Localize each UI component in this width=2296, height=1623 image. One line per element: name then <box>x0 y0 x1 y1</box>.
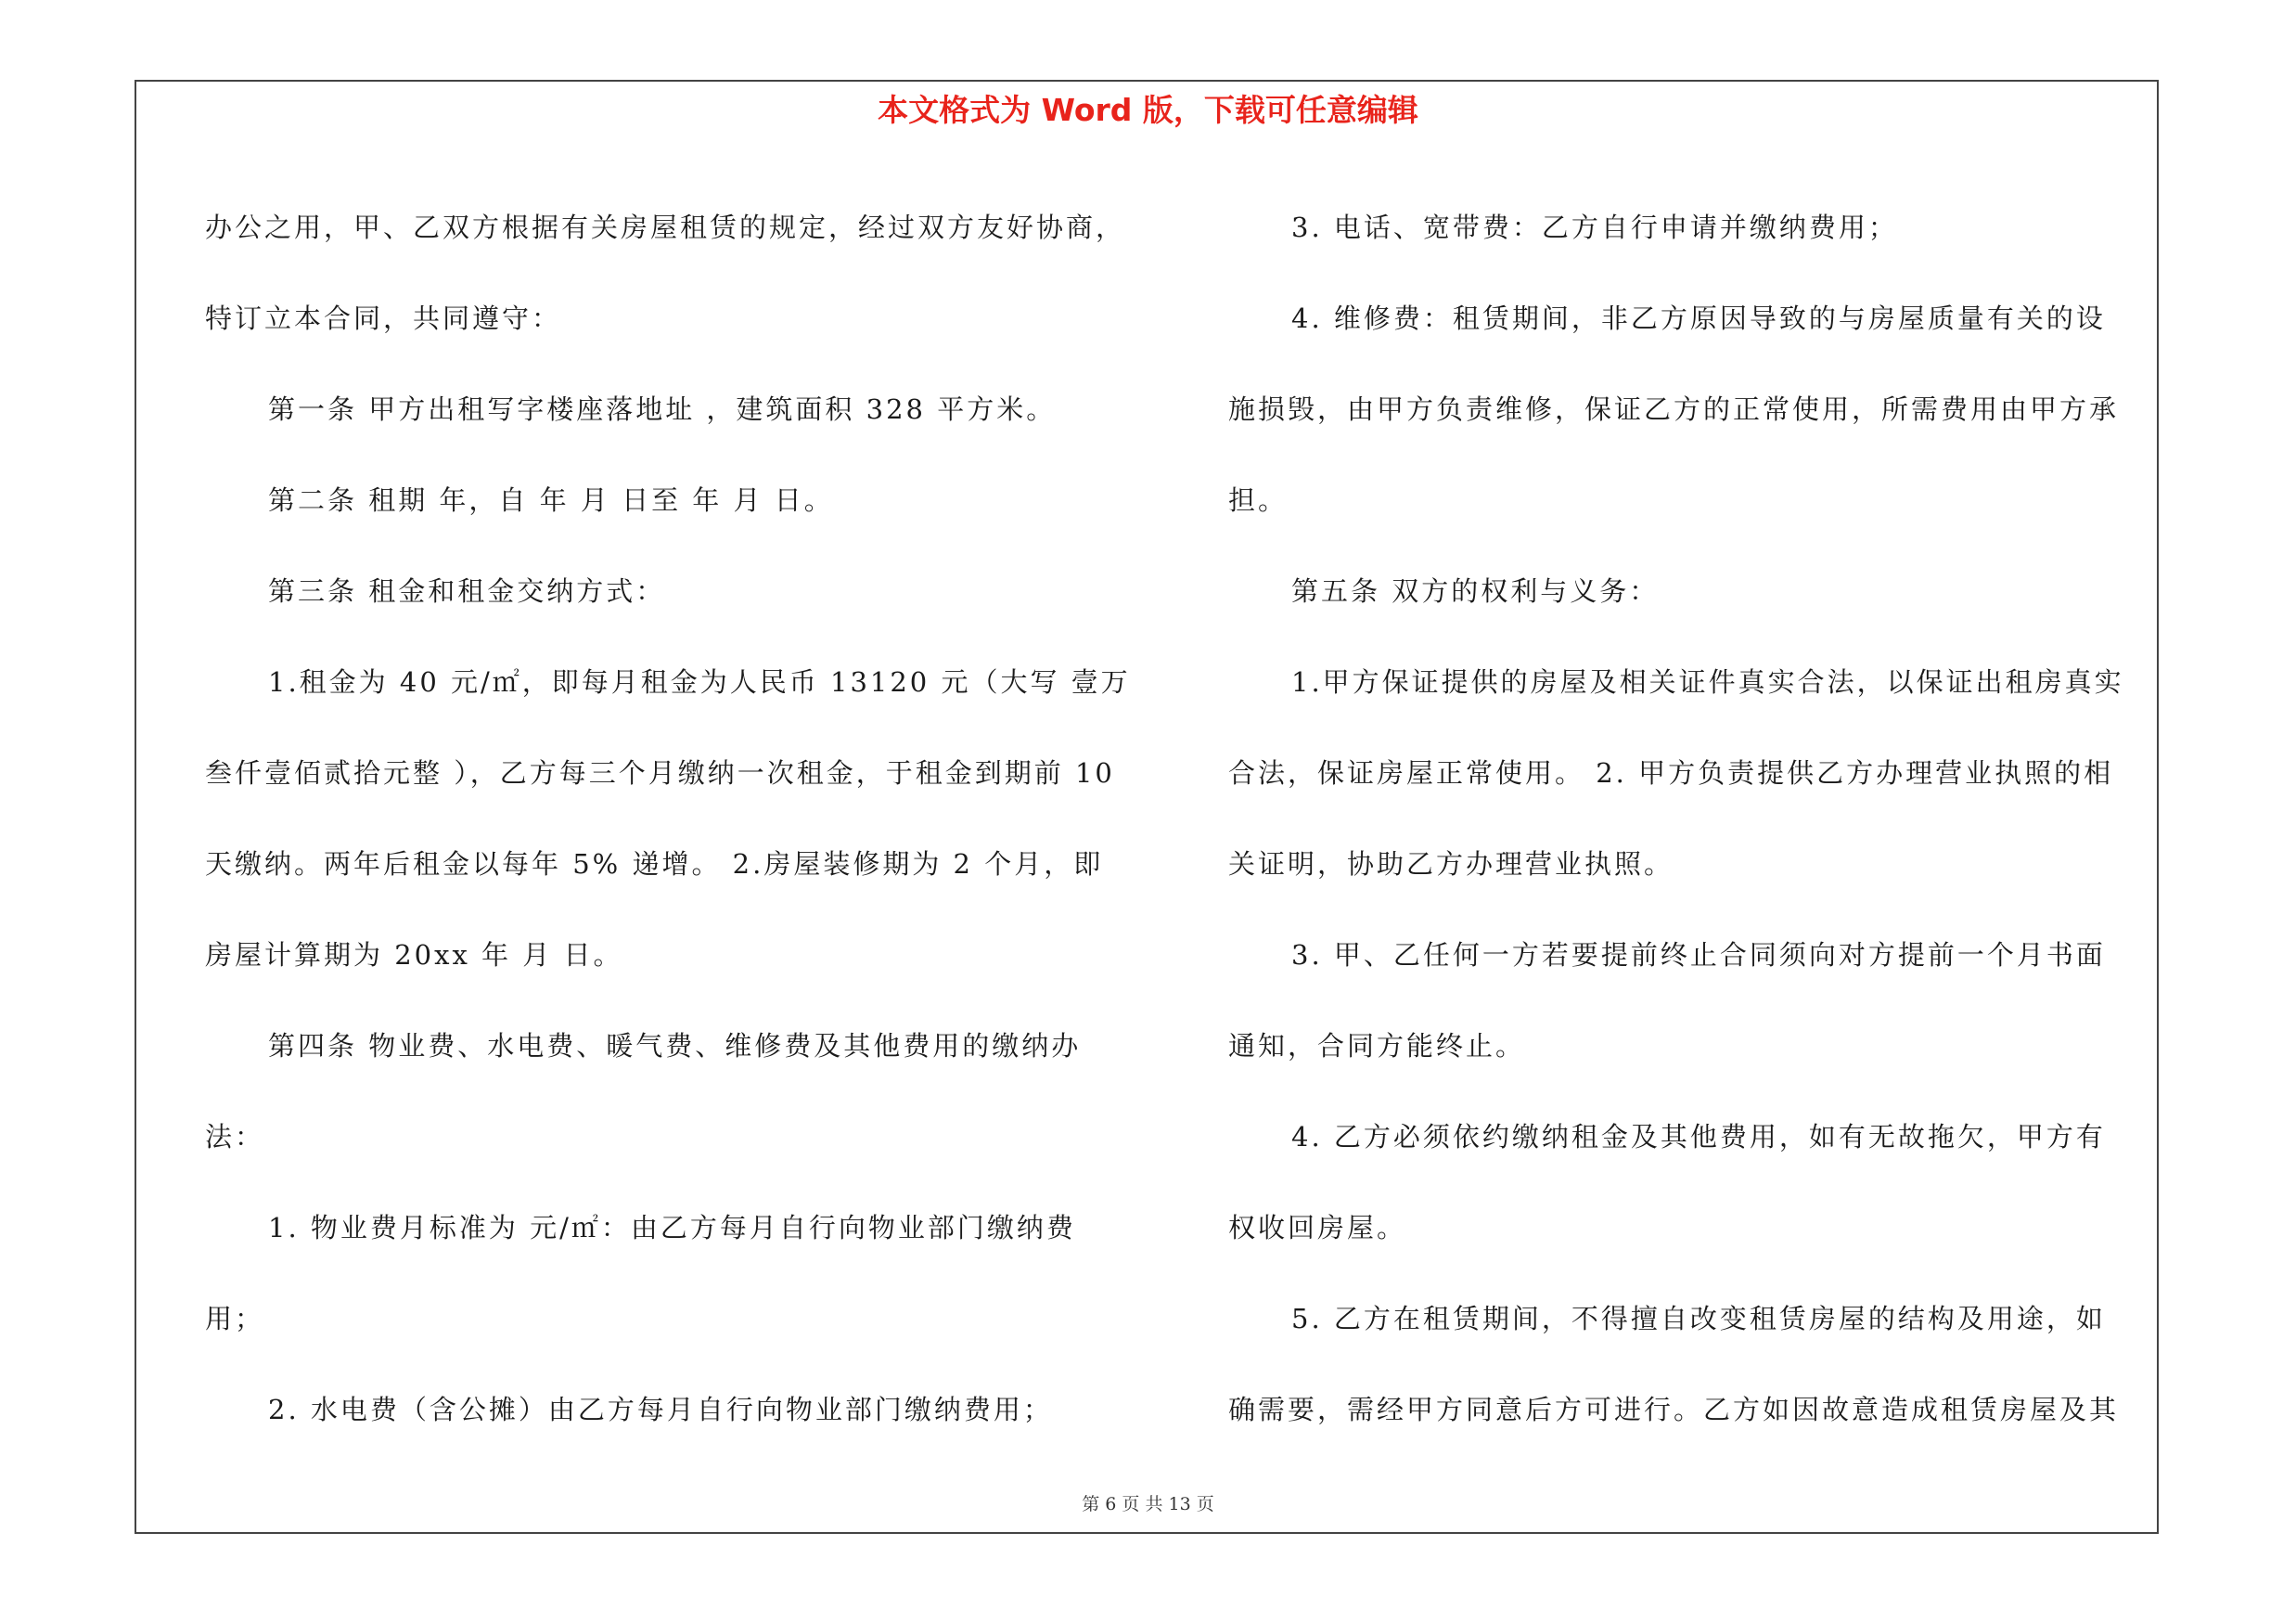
text-line: 第四条 物业费、水电费、暖气费、维修费及其他费用的缴纳办 <box>268 1030 1082 1062</box>
text-line: 法： <box>205 1121 265 1153</box>
text-line: 3. 电话、宽带费：乙方自行申请并缴纳费用； <box>1291 212 1898 243</box>
page-number-footer: 第 6 页 共 13 页 <box>1082 1494 1214 1514</box>
text-line: 施损毁，由甲方负责维修，保证乙方的正常使用，所需费用由甲方承 <box>1228 393 2120 425</box>
format-notice-banner: 本文格式为 Word 版，下载可任意编辑 <box>878 92 1418 128</box>
text-line: 5. 乙方在租赁期间，不得擅自改变租赁房屋的结构及用途，如 <box>1291 1303 2106 1334</box>
text-line: 担。 <box>1228 484 1289 516</box>
text-line: 4. 乙方必须依约缴纳租金及其他费用，如有无故拖欠，甲方有 <box>1291 1121 2106 1153</box>
text-line: 第五条 双方的权利与义务： <box>1291 575 1660 607</box>
text-line: 通知，合同方能终止。 <box>1228 1030 1526 1062</box>
text-line: 3. 甲、乙任何一方若要提前终止合同须向对方提前一个月书面 <box>1291 939 2106 971</box>
text-line: 确需要，需经甲方同意后方可进行。乙方如因故意造成租赁房屋及其 <box>1228 1394 2120 1425</box>
text-line: 用； <box>205 1303 265 1334</box>
text-line: 1. 物业费月标准为 元/㎡：由乙方每月自行向物业部门缴纳费 <box>268 1212 1076 1243</box>
text-line: 办公之用，甲、乙双方根据有关房屋租赁的规定，经过双方友好协商， <box>205 212 1126 243</box>
text-line: 第三条 租金和租金交纳方式： <box>268 575 666 607</box>
text-line: 第一条 甲方出租写字楼座落地址 ，建筑面积 328 平方米。 <box>268 393 1057 425</box>
text-line: 2. 水电费（含公摊）由乙方每月自行向物业部门缴纳费用； <box>268 1394 1053 1425</box>
text-line: 1.甲方保证提供的房屋及相关证件真实合法，以保证出租房真实 <box>1291 666 2124 698</box>
text-line: 关证明，协助乙方办理营业执照。 <box>1228 848 1674 880</box>
text-line: 第二条 租期 年，自 年 月 日至 年 月 日。 <box>268 484 834 516</box>
text-line: 房屋计算期为 20xx 年 月 日。 <box>205 939 623 971</box>
text-line: 权收回房屋。 <box>1228 1212 1407 1243</box>
text-line: 4. 维修费：租赁期间，非乙方原因导致的与房屋质量有关的设 <box>1291 303 2106 334</box>
text-line: 1.租金为 40 元/㎡，即每月租金为人民币 13120 元（大写 壹万 <box>268 666 1131 698</box>
text-line: 叁仟壹佰贰拾元整 ），乙方每三个月缴纳一次租金，于租金到期前 10 <box>205 757 1115 789</box>
right-text-column <box>1228 182 2151 1455</box>
left-text-column <box>205 182 1131 1455</box>
text-line: 天缴纳。两年后租金以每年 5% 递增。 2.房屋装修期为 2 个月，即 <box>205 848 1104 880</box>
text-line: 特订立本合同，共同遵守： <box>205 303 562 334</box>
text-line: 合法，保证房屋正常使用。 2. 甲方负责提供乙方办理营业执照的相 <box>1228 757 2114 789</box>
